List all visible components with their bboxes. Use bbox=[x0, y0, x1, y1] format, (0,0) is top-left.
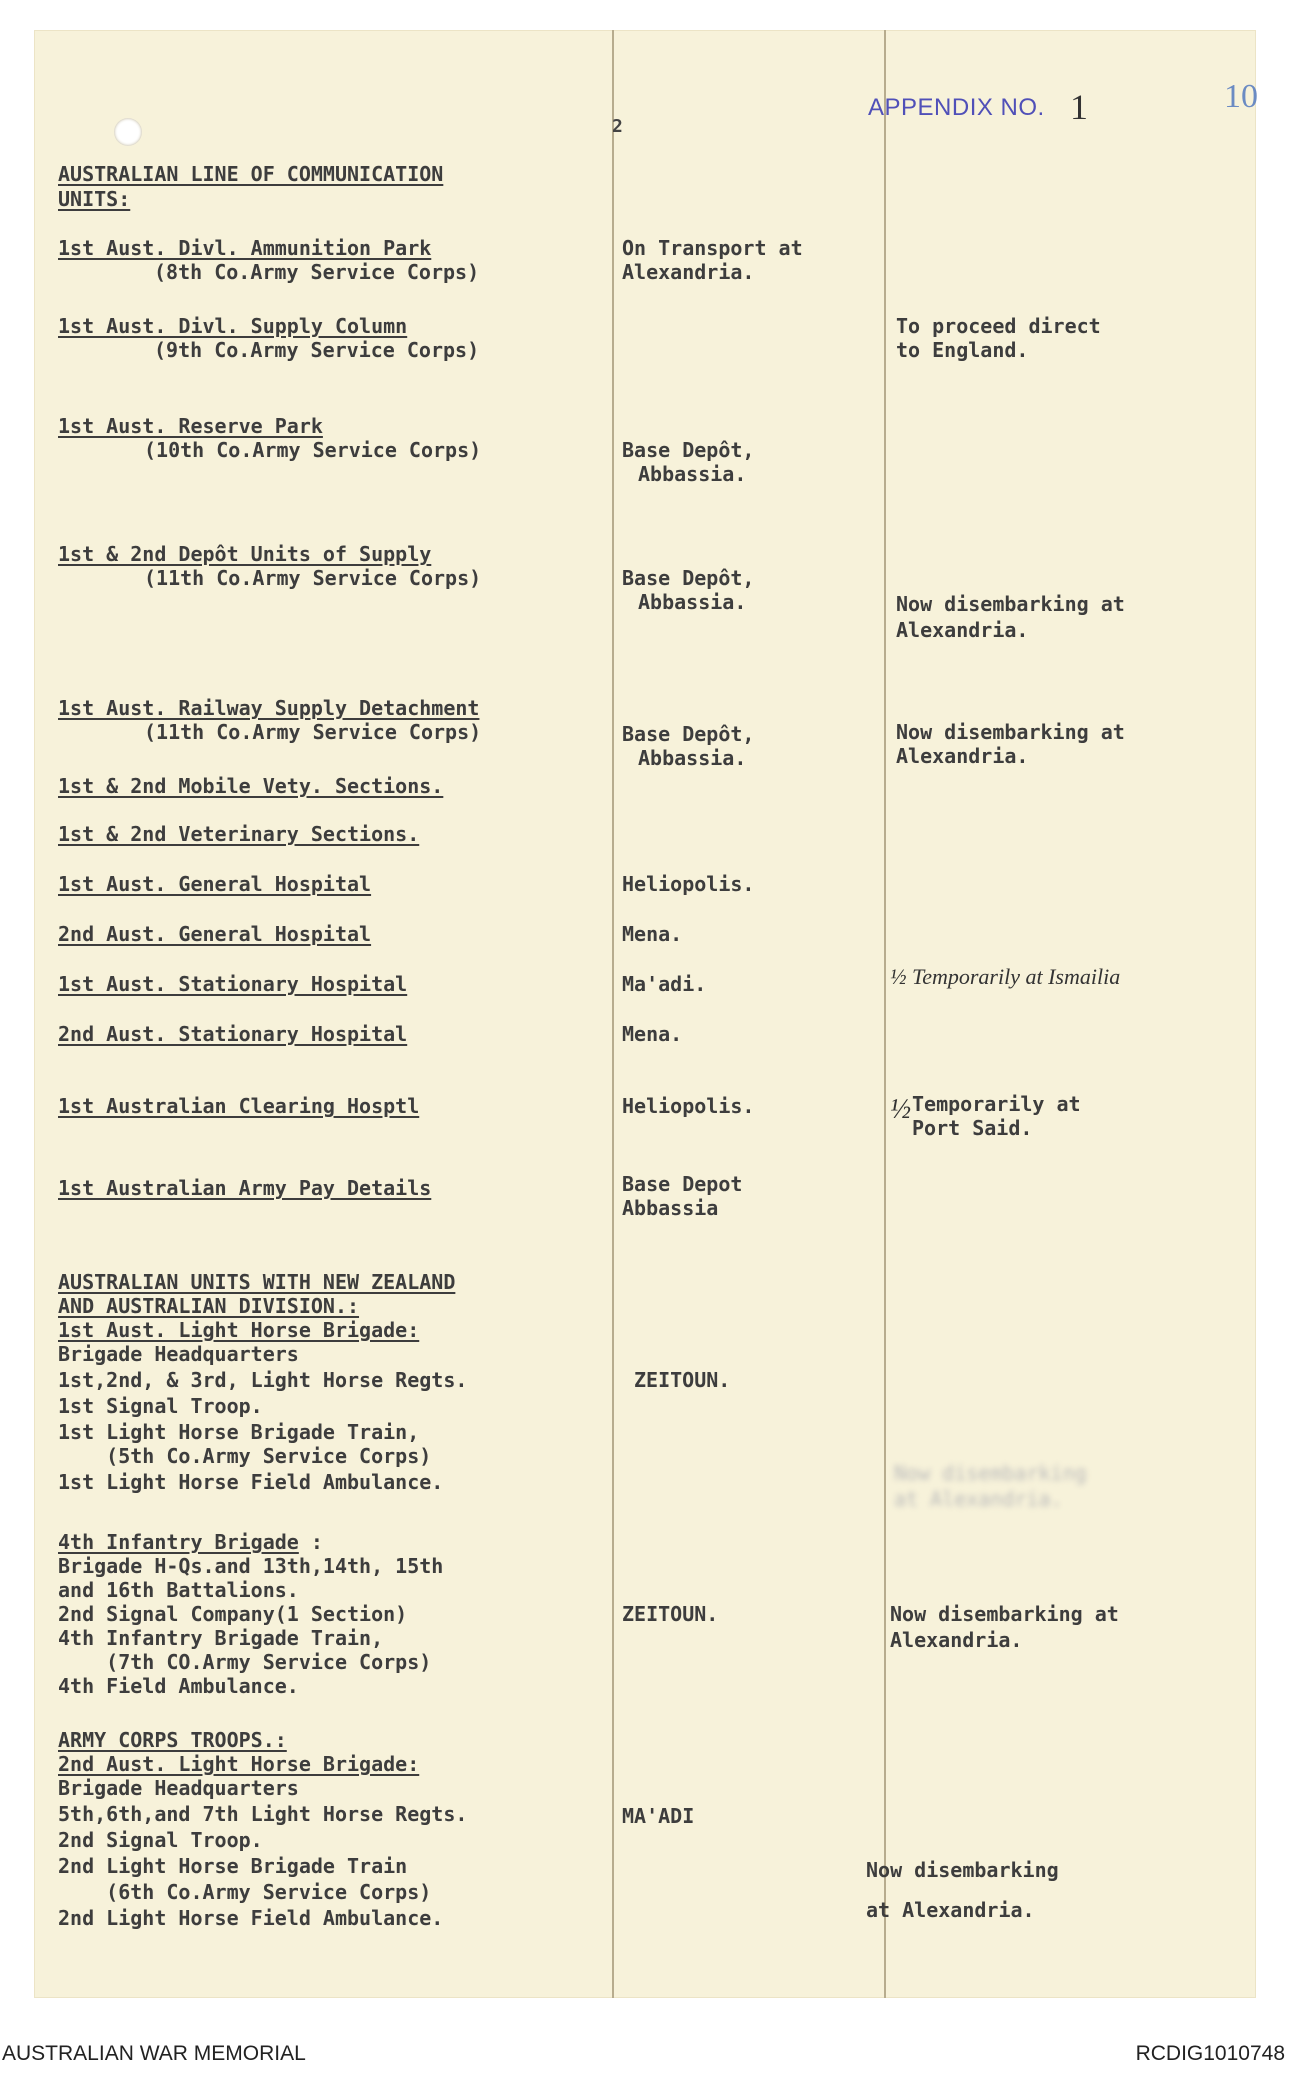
infantry-line: and 16th Battalions. bbox=[58, 1578, 299, 1602]
single-entry-location: Ma'adi. bbox=[622, 972, 707, 996]
single-entry-unit: 1st Australian Clearing Hosptl bbox=[58, 1094, 420, 1118]
nz-line: 1st Light Horse Brigade Train, bbox=[58, 1420, 420, 1444]
clearing-remarks: Port Said. bbox=[912, 1116, 1033, 1140]
entry-sub: (10th Co.Army Service Corps) bbox=[144, 438, 482, 462]
nz-line: 1st Signal Troop. bbox=[58, 1394, 263, 1418]
nz-brigade-title: 1st Aust. Light Horse Brigade: bbox=[58, 1318, 420, 1342]
entry-location: Base Depôt, bbox=[622, 438, 755, 462]
entry-unit: 1st Aust. Railway Supply Detachment bbox=[58, 696, 480, 720]
single-entry-unit: 1st Aust. General Hospital bbox=[58, 872, 372, 896]
corps-line: 2nd Light Horse Brigade Train bbox=[58, 1854, 408, 1878]
document-page bbox=[34, 30, 1256, 1998]
entry-location: Abbassia. bbox=[638, 590, 747, 614]
entry-remarks: Alexandria. bbox=[896, 618, 1029, 642]
entry-remarks: Now disembarking at bbox=[896, 592, 1125, 616]
infantry-brigade-name: 4th Infantry Brigade bbox=[58, 1530, 299, 1554]
single-entry-unit: 1st & 2nd Mobile Vety. Sections. bbox=[58, 774, 444, 798]
record-id: RCDIG1010748 bbox=[1135, 2042, 1285, 2065]
entry-location: On Transport at bbox=[622, 236, 803, 260]
entry-location: Abbassia. bbox=[638, 462, 747, 486]
folio-number: 10 bbox=[1224, 78, 1258, 115]
single-entry-location: Heliopolis. bbox=[622, 872, 755, 896]
smudged-remark-line: at Alexandria. bbox=[894, 1487, 1063, 1511]
corps-line: Brigade Headquarters bbox=[58, 1776, 299, 1800]
page-number: 2 bbox=[612, 116, 623, 137]
appendix-number: 1 bbox=[1070, 87, 1088, 127]
corps-line: 2nd Signal Troop. bbox=[58, 1828, 263, 1852]
nz-section-heading-2: AND AUSTRALIAN DIVISION.: bbox=[58, 1294, 360, 1318]
section-heading-line-2: UNITS: bbox=[58, 187, 131, 211]
infantry-line: 4th Infantry Brigade Train, bbox=[58, 1626, 384, 1650]
single-entry-unit: 1st Aust. Stationary Hospital bbox=[58, 972, 408, 996]
corps-brigade-title: 2nd Aust. Light Horse Brigade: bbox=[58, 1752, 420, 1776]
handwritten-note: ½ Temporarily at Ismailia bbox=[890, 964, 1121, 989]
nz-line: (5th Co.Army Service Corps) bbox=[58, 1444, 432, 1468]
entry-location: Base Depôt, bbox=[622, 722, 755, 746]
clearing-remarks: Temporarily at bbox=[912, 1092, 1081, 1116]
corps-line: 2nd Light Horse Field Ambulance. bbox=[58, 1906, 444, 1930]
archive-credit: AUSTRALIAN WAR MEMORIAL bbox=[2, 2042, 306, 2065]
single-entry-location: Heliopolis. bbox=[622, 1094, 755, 1118]
nz-line: 1st,2nd, & 3rd, Light Horse Regts. bbox=[58, 1368, 468, 1392]
corps-heading: ARMY CORPS TROOPS.: bbox=[58, 1728, 287, 1752]
pay-entry-location: Base Depot bbox=[622, 1172, 743, 1196]
infantry-line: Brigade H-Qs.and 13th,14th, 15th bbox=[58, 1554, 444, 1578]
corps-location: MA'ADI bbox=[622, 1804, 695, 1828]
entry-location: Base Depôt, bbox=[622, 566, 755, 590]
single-entry-unit: 2nd Aust. General Hospital bbox=[58, 922, 372, 946]
single-entry-location: Mena. bbox=[622, 922, 683, 946]
corps-line: 5th,6th,and 7th Light Horse Regts. bbox=[58, 1802, 468, 1826]
infantry-brigade-title bbox=[58, 1530, 323, 1555]
corps-remarks: at Alexandria. bbox=[866, 1898, 1035, 1922]
entry-unit: 1st Aust. Divl. Ammunition Park bbox=[58, 236, 432, 260]
section-heading-line-1: AUSTRALIAN LINE OF COMMUNICATION bbox=[58, 162, 444, 186]
entry-unit: 1st Aust. Reserve Park bbox=[58, 414, 323, 438]
entry-location: Alexandria. bbox=[622, 260, 755, 284]
entry-sub: (11th Co.Army Service Corps) bbox=[144, 720, 482, 744]
entry-remarks: Alexandria. bbox=[896, 744, 1029, 768]
entry-sub: (9th Co.Army Service Corps) bbox=[154, 338, 480, 362]
single-entry-unit: 1st & 2nd Veterinary Sections. bbox=[58, 822, 420, 846]
handwritten-fraction: ½ bbox=[890, 1094, 911, 1125]
entry-location: Abbassia. bbox=[638, 746, 747, 770]
entry-remarks: To proceed direct bbox=[896, 314, 1101, 338]
entry-remarks: Now disembarking at bbox=[896, 720, 1125, 744]
column-rule-left bbox=[612, 30, 614, 1998]
smudged-remarks bbox=[894, 1460, 1174, 1520]
infantry-location: ZEITOUN. bbox=[622, 1602, 719, 1626]
pay-entry-location: Abbassia bbox=[622, 1196, 719, 1220]
infantry-line: 2nd Signal Company(1 Section) bbox=[58, 1602, 408, 1626]
single-entry-location: Mena. bbox=[622, 1022, 683, 1046]
infantry-line: 4th Field Ambulance. bbox=[58, 1674, 299, 1698]
nz-location: ZEITOUN. bbox=[634, 1368, 731, 1392]
nz-section-heading-1: AUSTRALIAN UNITS WITH NEW ZEALAND bbox=[58, 1270, 456, 1294]
punch-hole bbox=[114, 118, 142, 146]
column-rule-right bbox=[884, 30, 886, 1998]
corps-remarks: Now disembarking bbox=[866, 1858, 1059, 1882]
infantry-line: (7th CO.Army Service Corps) bbox=[58, 1650, 432, 1674]
infantry-brigade-suffix: : bbox=[298, 1530, 323, 1554]
smudged-remark-line: Now disembarking bbox=[894, 1461, 1087, 1485]
nz-line: Brigade Headquarters bbox=[58, 1342, 299, 1366]
appendix-stamp: APPENDIX NO. bbox=[868, 94, 1045, 121]
corps-line: (6th Co.Army Service Corps) bbox=[58, 1880, 432, 1904]
single-entry-unit: 2nd Aust. Stationary Hospital bbox=[58, 1022, 408, 1046]
entry-sub: (8th Co.Army Service Corps) bbox=[154, 260, 480, 284]
pay-entry-unit: 1st Australian Army Pay Details bbox=[58, 1176, 432, 1200]
entry-sub: (11th Co.Army Service Corps) bbox=[144, 566, 482, 590]
infantry-remarks: Alexandria. bbox=[890, 1628, 1023, 1652]
nz-line: 1st Light Horse Field Ambulance. bbox=[58, 1470, 444, 1494]
infantry-remarks: Now disembarking at bbox=[890, 1602, 1119, 1626]
entry-unit: 1st & 2nd Depôt Units of Supply bbox=[58, 542, 432, 566]
entry-remarks: to England. bbox=[896, 338, 1029, 362]
entry-unit: 1st Aust. Divl. Supply Column bbox=[58, 314, 408, 338]
